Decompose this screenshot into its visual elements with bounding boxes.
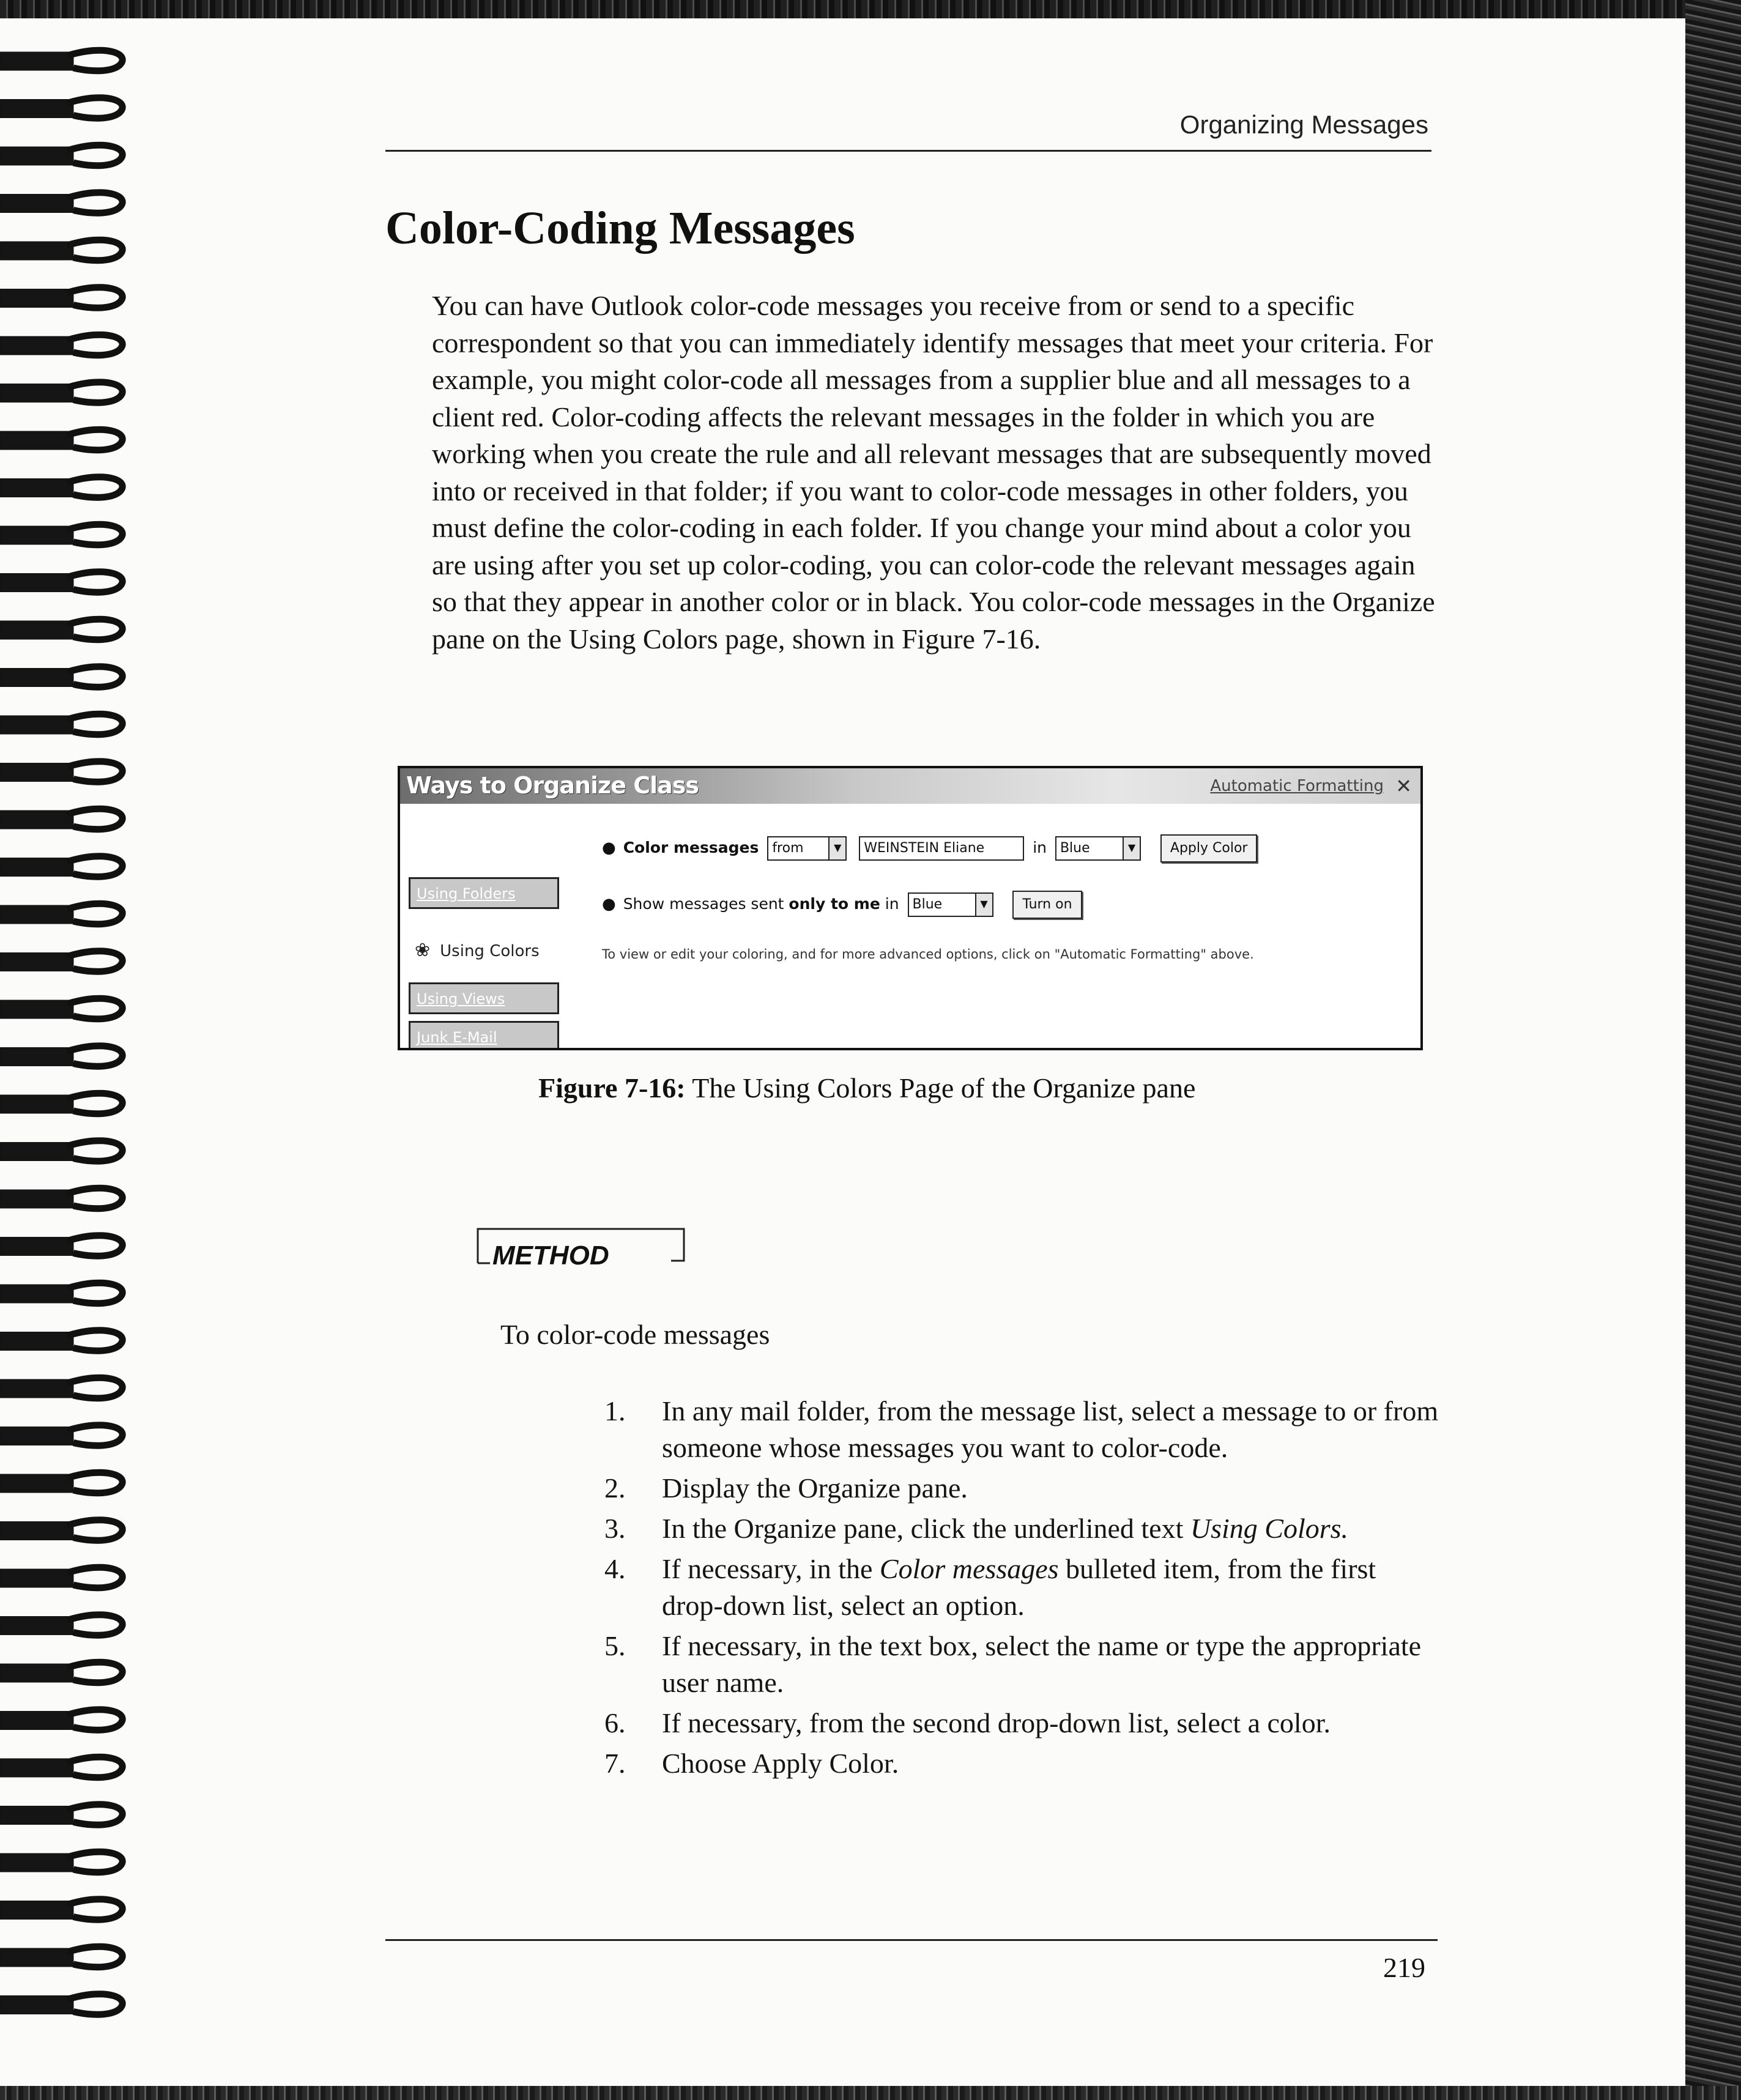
sidebar-item-junk-email[interactable]	[409, 1021, 559, 1050]
color-dropdown-value: Blue	[1060, 840, 1090, 856]
sidebar-item-label: Using Colors	[440, 942, 540, 960]
organize-pane-titlebar	[400, 768, 1420, 804]
scan-border-bottom	[0, 2086, 1741, 2100]
list-item	[587, 1628, 1444, 1701]
name-textbox-value: WEINSTEIN Eliane	[864, 840, 985, 856]
apply-color-button[interactable]: Apply Color	[1160, 834, 1258, 863]
step-text-emphasis: Color messages	[879, 1553, 1059, 1584]
step-text: If necessary, from the second drop-down list, select a color.	[662, 1707, 1331, 1738]
figure-caption-text: The Using Colors Page of the Organize pane	[685, 1072, 1196, 1104]
scan-border-right	[1685, 0, 1741, 2100]
list-item	[587, 1393, 1444, 1466]
page-number: 219	[1383, 1952, 1425, 1983]
step-number: 6.	[604, 1707, 626, 1738]
step-number: 7.	[604, 1748, 626, 1779]
chevron-down-icon: ▼	[828, 837, 845, 859]
name-textbox[interactable]	[859, 836, 1024, 861]
step-text: If necessary, in the text box, select the name or type the appropriate user name.	[662, 1630, 1422, 1698]
step-number: 5.	[604, 1630, 626, 1661]
from-dropdown-value: from	[772, 840, 804, 856]
list-item	[587, 1551, 1444, 1624]
show-messages-label-post: in	[880, 895, 899, 913]
sidebar-item-label: Junk E-Mail	[417, 1029, 497, 1046]
close-icon[interactable]: ✕	[1395, 774, 1412, 798]
step-number: 3.	[604, 1513, 626, 1544]
step-text: In any mail folder, from the message list, select a message to or from someone whose messages you want to color-code.	[662, 1395, 1439, 1463]
sidebar-item-using-views[interactable]	[409, 982, 559, 1014]
step-text-pre: In the Organize pane, click the underlined text	[662, 1513, 1190, 1544]
show-messages-label-bold: only to me	[789, 895, 880, 913]
section-heading: Color-Coding Messages	[385, 202, 855, 254]
spiral-binding	[0, 37, 159, 2086]
method-intro: To color-code messages	[500, 1319, 770, 1350]
list-item	[587, 1705, 1444, 1742]
scan-border-top	[0, 0, 1741, 18]
bullet-icon: ●	[602, 839, 616, 857]
figure-caption-label: Figure 7-16:	[538, 1072, 686, 1104]
sidebar-item-using-folders[interactable]	[409, 877, 559, 909]
sent-color-dropdown[interactable]	[908, 892, 993, 917]
turn-on-button[interactable]: Turn on	[1012, 891, 1082, 919]
figure-caption	[538, 1072, 1195, 1104]
step-number: 4.	[604, 1553, 626, 1584]
step-text: Choose Apply Color.	[662, 1748, 899, 1779]
list-item	[587, 1745, 1444, 1782]
step-text-post: bulleted item, from the first drop-down list, select an option.	[662, 1553, 1376, 1621]
list-item	[587, 1470, 1444, 1507]
figure-organize-pane	[398, 766, 1423, 1050]
automatic-formatting-note: To view or edit your coloring, and for more advanced options, click on "Automatic Formatting" above.	[602, 947, 1254, 962]
method-label: METHOD	[492, 1241, 609, 1271]
show-messages-label-pre: Show messages sent	[623, 895, 789, 913]
colors-icon: ❀	[415, 940, 431, 961]
from-dropdown[interactable]	[767, 836, 847, 861]
step-text-pre: If necessary, in the	[662, 1553, 880, 1584]
organize-pane-title: Ways to Organize Class	[406, 772, 699, 799]
sidebar-item-using-colors[interactable]	[415, 940, 540, 961]
sent-color-dropdown-value: Blue	[912, 897, 943, 912]
chevron-down-icon: ▼	[1123, 837, 1140, 859]
body-paragraph: You can have Outlook color-code messages you receive from or send to a specific correspondent so that you can immediately identify messages that meet your criteria. For example, you might color-code all messages from a supplier blue and all messages to a client red. Color-coding affects the relevant messages in the folder in which you are working when you create the rule and all relevant messages that are subsequently moved into or received in that folder; if you want to color-code messages in other folders, you must define the color-coding in each folder. If you change your mind about a color you are using after you set up color-coding, you can color-code the relevant messages again so that they appear in another color or in black. You color-code messages in the Organize pane on the Using Colors page, shown in Figure 7-16.	[432, 290, 1435, 655]
running-head: Organizing Messages	[1179, 110, 1428, 139]
method-steps	[587, 1393, 1444, 1786]
color-messages-row	[602, 834, 1257, 863]
list-item	[587, 1510, 1444, 1547]
color-dropdown[interactable]	[1055, 836, 1141, 861]
sidebar-item-label: Using Folders	[417, 885, 516, 902]
color-messages-label: Color messages	[623, 839, 759, 856]
chevron-down-icon: ▼	[975, 894, 992, 916]
sidebar-item-label: Using Views	[417, 990, 505, 1007]
step-text-emphasis: Using Colors.	[1190, 1513, 1349, 1544]
show-messages-row	[602, 891, 1082, 919]
bullet-icon: ●	[602, 895, 616, 913]
step-number: 2.	[604, 1472, 626, 1504]
automatic-formatting-link[interactable]: Automatic Formatting	[1210, 777, 1384, 795]
step-text: Display the Organize pane.	[662, 1472, 968, 1504]
step-number: 1.	[604, 1395, 626, 1427]
organize-sidebar	[400, 804, 565, 1050]
header-rule	[385, 150, 1431, 152]
footer-rule	[385, 1939, 1438, 1941]
in-label: in	[1033, 839, 1047, 856]
